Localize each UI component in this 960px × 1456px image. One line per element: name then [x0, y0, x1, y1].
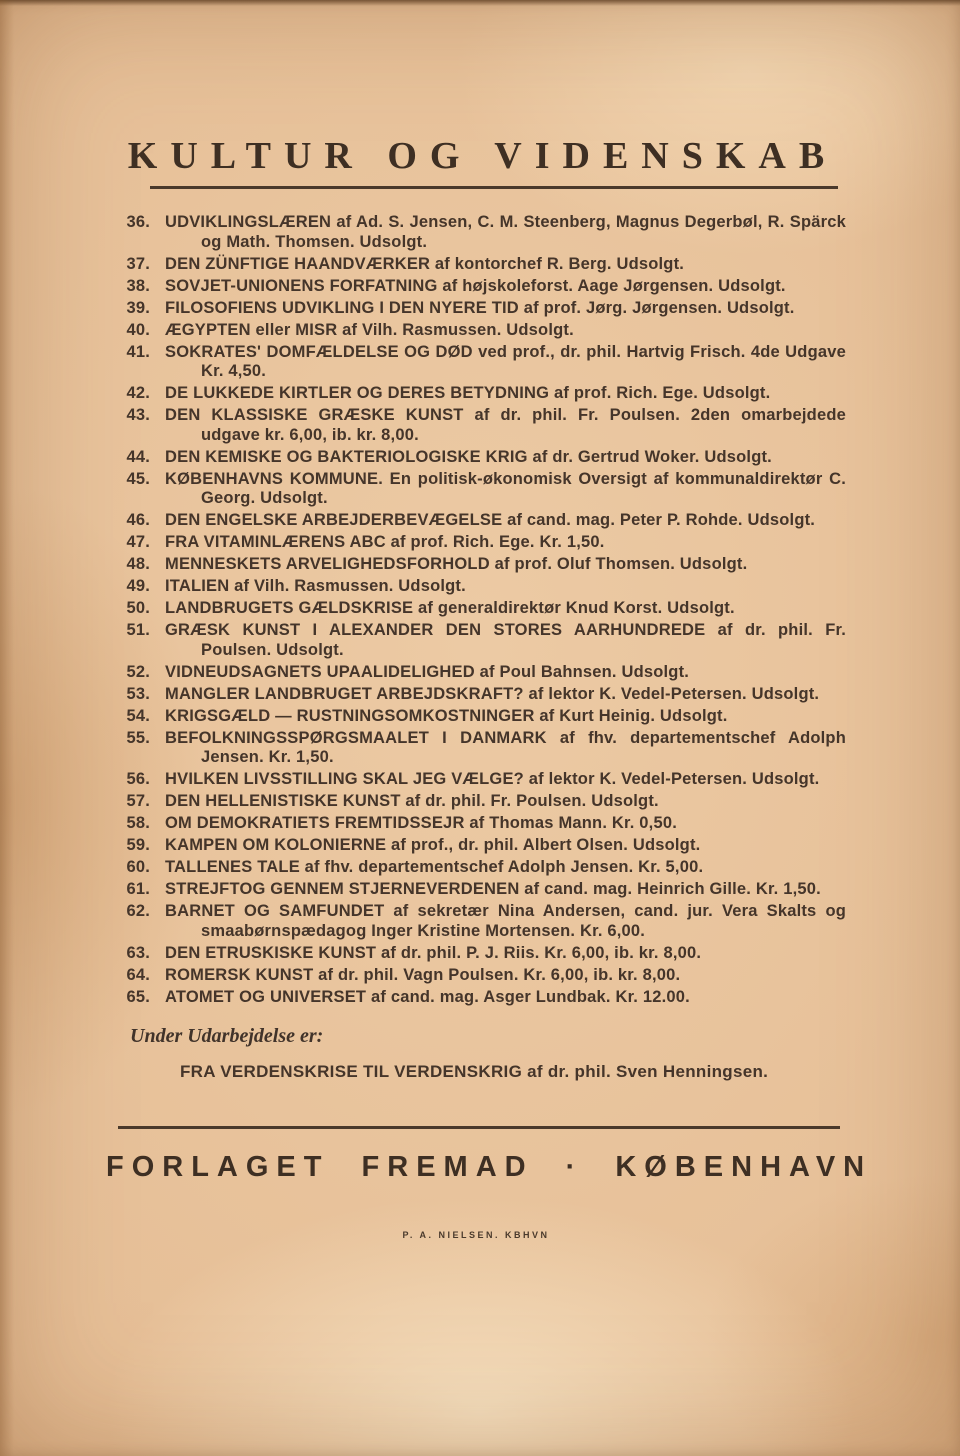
item-number: 57. [126, 792, 150, 810]
item-number: 60. [126, 858, 150, 876]
item-text: STREJFTOG GENNEM STJERNEVERDENEN af cand. mag. Heinrich Gille. Kr. 1,50. [165, 880, 821, 898]
item-text: DEN ETRUSKISKE KUNST af dr. phil. P. J. Riis. Kr. 6,00, ib. kr. 8,00. [165, 943, 702, 962]
list-item [106, 792, 846, 812]
item-number: 59. [126, 836, 150, 854]
item-number: 37. [126, 254, 150, 273]
page-edge-wear [0, 0, 14, 1456]
item-number: 53. [126, 684, 150, 703]
item-text: DEN KLASSISKE GRÆSKE KUNST af dr. phil. Fr. Poulsen. 2den omarbejdede udgave kr. 6,00, ib. kr. 8,00. [165, 406, 846, 444]
list-item [106, 858, 846, 878]
list-item [106, 511, 846, 531]
list-item [106, 470, 846, 509]
list-item [106, 944, 846, 964]
list-item [106, 299, 846, 319]
item-text: KØBENHAVNS KOMMUNE. En politisk-økonomisk Oversigt af kommunaldirektør C. Georg. Udsolgt. [165, 469, 846, 507]
list-item [106, 685, 846, 705]
list-item [106, 599, 846, 619]
in-preparation-item: FRA VERDENSKRISE TIL VERDENSKRIG af dr. phil. Sven Henningsen. [180, 1062, 769, 1081]
item-text: DEN KEMISKE OG BAKTERIOLOGISKE KRIG af dr. Gertrud Woker. Udsolgt. [165, 447, 772, 466]
item-text: LANDBRUGETS GÆLDSKRISE af generaldirektør Knud Korst. Udsolgt. [165, 599, 735, 617]
item-number: 38. [126, 276, 150, 295]
title-rule [150, 186, 838, 189]
page-title: KULTUR OG VIDENSKAB [127, 135, 838, 177]
item-text: KRIGSGÆLD — RUSTNINGSOMKOSTNINGER af Kurt Heinig. Udsolgt. [165, 706, 728, 725]
list-item [106, 663, 846, 683]
item-text: BARNET OG SAMFUNDET af sekretær Nina Andersen, cand. jur. Vera Skalts og smaabørnspædagog Inger Kristine Mortensen. Kr. 6,00. [165, 902, 846, 940]
item-number: 50. [126, 599, 150, 617]
list-item [106, 213, 846, 252]
item-number: 62. [126, 902, 150, 920]
item-number: 61. [126, 880, 150, 898]
book-list [106, 213, 846, 1007]
item-text: ATOMET OG UNIVERSET af cand. mag. Asger Lundbak. Kr. 12.00. [165, 987, 690, 1006]
item-number: 64. [126, 965, 150, 984]
list-item [106, 902, 846, 941]
item-number: 46. [126, 511, 150, 529]
printer-credit: P. A. NIELSEN. KBHVN [402, 1230, 550, 1240]
item-number: 42. [126, 384, 150, 402]
page-edge-shadow [0, 0, 960, 6]
list-item [106, 555, 846, 575]
publisher-line: FORLAGET FREMAD · KØBENHAVN [106, 1151, 873, 1183]
list-item [106, 384, 846, 404]
list-item [106, 533, 846, 553]
item-text: MENNESKETS ARVELIGHEDSFORHOLD af prof. Oluf Thomsen. Udsolgt. [165, 555, 748, 573]
item-text: VIDNEUDSAGNETS UPAALIDELIGHED af Poul Bahnsen. Udsolgt. [165, 662, 690, 681]
list-item [106, 577, 846, 597]
list-item [106, 406, 846, 445]
item-text: SOVJET-UNIONENS FORFATNING af højskoleforst. Aage Jørgensen. Udsolgt. [165, 276, 786, 295]
item-number: 43. [126, 406, 150, 424]
item-text: DEN ZÜNFTIGE HAANDVÆRKER af kontorchef R. Berg. Udsolgt. [165, 254, 685, 273]
item-number: 51. [126, 621, 150, 639]
item-number: 36. [126, 213, 150, 231]
list-item [106, 966, 846, 986]
list-item [106, 707, 846, 727]
list-item [106, 729, 846, 768]
list-item [106, 321, 846, 341]
list-item [106, 448, 846, 468]
item-number: 45. [126, 469, 150, 488]
in-preparation-label: Under Udarbejdelse er: [130, 1025, 324, 1047]
item-number: 41. [126, 342, 150, 361]
list-item [106, 277, 846, 297]
item-text: ÆGYPTEN eller MISR af Vilh. Rasmussen. Udsolgt. [165, 320, 574, 339]
item-text: GRÆSK KUNST I ALEXANDER DEN STORES AARHUNDREDE af dr. phil. Fr. Poulsen. Udsolgt. [165, 621, 846, 659]
item-number: 65. [126, 987, 150, 1006]
item-text: KAMPEN OM KOLONIERNE af prof., dr. phil. Albert Olsen. Udsolgt. [165, 836, 701, 854]
list-item [106, 988, 846, 1008]
item-number: 55. [126, 728, 150, 747]
item-number: 44. [126, 447, 150, 466]
list-item [106, 880, 846, 900]
item-number: 39. [126, 298, 150, 317]
item-text: OM DEMOKRATIETS FREMTIDSSEJR af Thomas Mann. Kr. 0,50. [165, 814, 677, 832]
footer-rule [118, 1126, 840, 1129]
item-text: UDVIKLINGSLÆREN af Ad. S. Jensen, C. M. Steenberg, Magnus Degerbøl, R. Spärck og Math. Thomsen. Udsolgt. [165, 213, 846, 251]
item-number: 40. [126, 320, 150, 339]
item-text: FILOSOFIENS UDVIKLING I DEN NYERE TID af prof. Jørg. Jørgensen. Udsolgt. [165, 298, 795, 317]
list-item [106, 814, 846, 834]
list-item [106, 255, 846, 275]
item-text: DEN ENGELSKE ARBEJDERBEVÆGELSE af cand. mag. Peter P. Rohde. Udsolgt. [165, 511, 816, 529]
item-number: 48. [126, 555, 150, 573]
list-item [106, 343, 846, 382]
item-text: DEN HELLENISTISKE KUNST af dr. phil. Fr. Poulsen. Udsolgt. [165, 792, 659, 810]
item-text: DE LUKKEDE KIRTLER OG DERES BETYDNING af prof. Rich. Ege. Udsolgt. [165, 384, 771, 402]
item-text: HVILKEN LIVSSTILLING SKAL JEG VÆLGE? af lektor K. Vedel-Petersen. Udsolgt. [165, 770, 820, 788]
item-number: 54. [126, 706, 150, 725]
item-text: FRA VITAMINLÆRENS ABC af prof. Rich. Ege. Kr. 1,50. [165, 533, 605, 551]
list-item [106, 621, 846, 660]
item-text: ITALIEN af Vilh. Rasmussen. Udsolgt. [165, 577, 466, 595]
item-text: ROMERSK KUNST af dr. phil. Vagn Poulsen. Kr. 6,00, ib. kr. 8,00. [165, 965, 681, 984]
item-number: 58. [126, 814, 150, 832]
item-number: 56. [126, 770, 150, 788]
list-item [106, 770, 846, 790]
item-number: 52. [126, 662, 150, 681]
item-text: TALLENES TALE af fhv. departementschef Adolph Jensen. Kr. 5,00. [165, 858, 704, 876]
item-text: SOKRATES' DOMFÆLDELSE OG DØD ved prof., dr. phil. Hartvig Frisch. 4de Udgave Kr. 4,50. [165, 342, 846, 380]
item-number: 63. [126, 943, 150, 962]
item-text: BEFOLKNINGSSPØRGSMAALET I DANMARK af fhv. departementschef Adolph Jensen. Kr. 1,50. [165, 728, 846, 766]
item-number: 49. [126, 577, 150, 595]
list-item [106, 836, 846, 856]
item-number: 47. [126, 533, 150, 551]
item-text: MANGLER LANDBRUGET ARBEJDSKRAFT? af lektor K. Vedel-Petersen. Udsolgt. [165, 684, 820, 703]
